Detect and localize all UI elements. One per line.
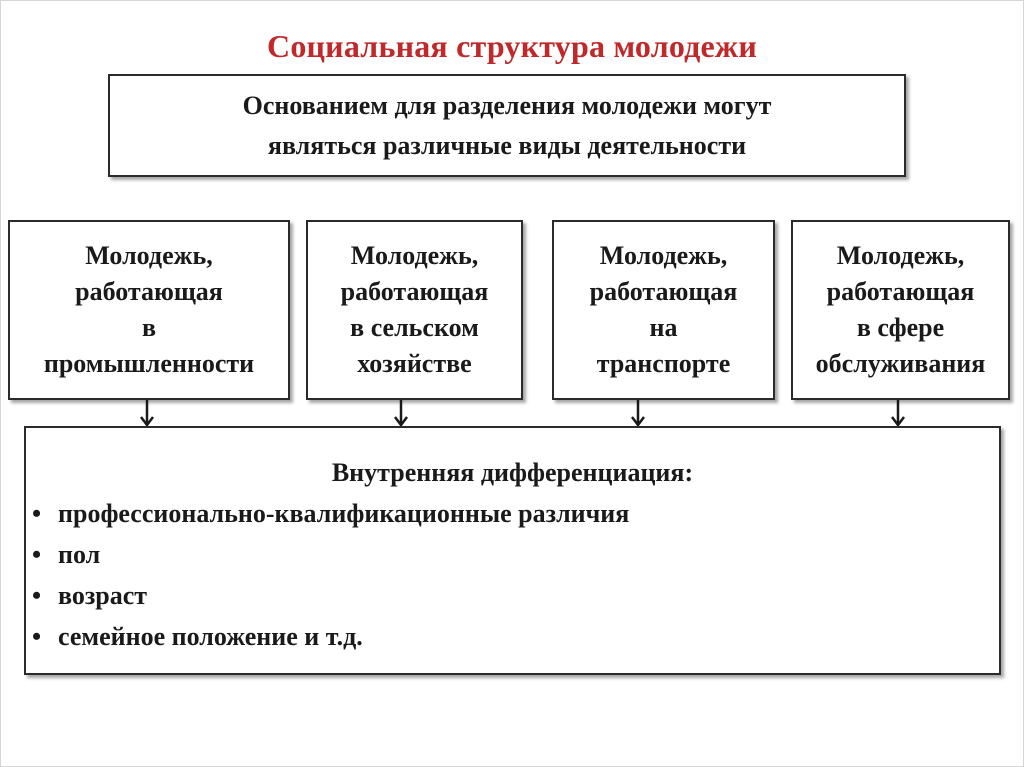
category-label: Молодежь, работающая на транспорте xyxy=(589,241,738,378)
list-item xyxy=(32,494,629,535)
list-item xyxy=(32,535,629,576)
bullet-icon: • xyxy=(32,622,42,651)
bullet-icon: • xyxy=(32,540,42,569)
bullet-icon: • xyxy=(32,581,42,610)
category-label: Молодежь, работающая в сельском хозяйстве xyxy=(340,241,489,378)
differentiation-heading: Внутренняя дифференциация: xyxy=(331,458,694,487)
differentiation-box xyxy=(24,426,1001,675)
category-label: Молодежь, работающая в сфере обслуживания xyxy=(815,241,986,378)
list-item-text: возраст xyxy=(58,581,148,610)
list-item xyxy=(32,576,629,617)
list-item-text: пол xyxy=(58,540,101,569)
bullet-icon: • xyxy=(32,499,42,528)
differentiation-list xyxy=(32,494,629,658)
arrow-down-icon xyxy=(890,400,906,428)
category-box-transport xyxy=(552,220,775,400)
category-label: Молодежь, работающая в промышленности xyxy=(43,241,255,378)
category-box-services xyxy=(791,220,1010,400)
list-item-text: профессионально-квалификационные различия xyxy=(58,499,630,528)
slide-title: Социальная структура молодежи xyxy=(267,28,757,64)
basis-line-2: являться различные виды деятельности xyxy=(267,130,747,160)
category-box-agriculture xyxy=(306,220,523,400)
list-item xyxy=(32,617,629,658)
basis-box xyxy=(108,74,906,177)
arrow-down-icon xyxy=(630,400,646,428)
arrow-down-icon xyxy=(139,400,155,428)
arrow-down-icon xyxy=(393,400,409,428)
basis-line-1: Основанием для разделения молодежи могут xyxy=(242,90,772,120)
category-box-industry xyxy=(8,220,290,400)
list-item-text: семейное положение и т.д. xyxy=(58,622,363,651)
